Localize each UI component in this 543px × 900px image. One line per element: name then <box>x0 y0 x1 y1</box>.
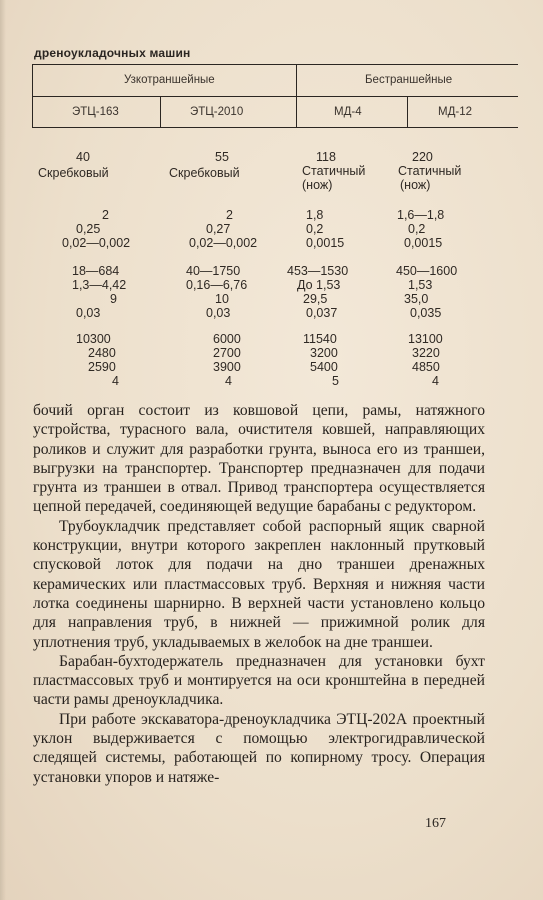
table-cell: 0,0015 <box>404 236 443 250</box>
book-gutter-shadow <box>0 0 6 900</box>
table-cell: 3220 <box>412 346 440 360</box>
body-text <box>33 401 485 787</box>
table-cell: 0,037 <box>306 306 338 320</box>
table-cell: 0,03 <box>206 306 231 320</box>
header-group-divider <box>296 65 297 127</box>
table-cell: 0,2 <box>408 222 426 236</box>
table-header <box>32 64 518 128</box>
paragraph: Трубоукладчик представляет собой распорный ящик сварной конструкции, внутри которого закреплен наклонный прутковый спусковой лоток для подачи на дно траншеи дренажных керамических или пластмассовых труб. Верхняя и нижняя части лотка соединены шарнирно. В верхней части установлено кольцо для направления труб, в нижней — прижимной ролик для уплотнения труб, укладываемых в желобок на дне траншеи. <box>33 517 485 651</box>
table-cell: 0,02—0,002 <box>189 236 258 250</box>
table-cell: Статичный <box>302 164 366 178</box>
table-cell: 1,53 <box>408 278 433 292</box>
table-cell: Статичный <box>398 164 462 178</box>
header-model-1: ЭТЦ-163 <box>72 106 119 118</box>
table-cell: 13100 <box>408 332 443 346</box>
header-model-2: ЭТЦ-2010 <box>190 106 244 118</box>
table-cell: 18—684 <box>72 264 120 278</box>
table-cell: 9 <box>110 292 117 306</box>
table-cell: 0,0015 <box>306 236 345 250</box>
table-cell: 453—1530 <box>287 264 349 278</box>
table-cell: 29,5 <box>303 292 328 306</box>
header-model-3: МД-4 <box>334 106 362 118</box>
table-cell: 2590 <box>88 360 116 374</box>
table-cell: 3200 <box>310 346 338 360</box>
table-cell: 0,16—6,76 <box>186 278 248 292</box>
table-cell: До 1,53 <box>297 278 341 292</box>
table-cell: 6000 <box>213 332 241 346</box>
page-number: 167 <box>425 816 446 831</box>
table-cell: 118 <box>316 150 336 164</box>
table-cell: Скребковый <box>38 166 109 180</box>
table-cell: 2 <box>102 208 109 222</box>
table-cell: Скребковый <box>169 166 240 180</box>
table-cell: 11540 <box>303 332 337 346</box>
header-group-narrow-trench: Узкотраншейные <box>124 74 215 86</box>
table-cell: 2 <box>226 208 233 222</box>
table-cell: 0,25 <box>76 222 101 236</box>
table-cell: 4850 <box>412 360 440 374</box>
table-cell: 1,6—1,8 <box>397 208 445 222</box>
paragraph: бочий орган состоит из ковшовой цепи, рамы, натяжного устройства, турасного вала, очистителя ковшей, направляющих роликов и служит для разработки грунта, выноса его из траншеи, выгрузки на транспортер. Транспортер предназначен для подачи грунта из траншеи в отвал. Привод транспортера осуществляется цепной передачей, соединяющей ведущие барабаны с редуктором. <box>33 402 485 516</box>
table-cell: 5 <box>332 374 339 388</box>
table-cell: 220 <box>412 150 433 164</box>
header-mid-rule <box>32 96 518 97</box>
header-divider-1 <box>160 96 161 127</box>
table-cell: (нож) <box>302 178 333 192</box>
table-cell: 1,8 <box>306 208 324 222</box>
table-cell: 0,02—0,002 <box>62 236 131 250</box>
table-cell: 4 <box>432 374 439 388</box>
table-cell: 0,27 <box>206 222 231 236</box>
table-cell: 10300 <box>76 332 111 346</box>
table-cell: 10 <box>215 292 229 306</box>
table-cell: 2480 <box>88 346 116 360</box>
table-cell: 5400 <box>310 360 338 374</box>
table-cell: 35,0 <box>404 292 429 306</box>
table-cell: 0,03 <box>76 306 101 320</box>
table-cell: 2700 <box>213 346 241 360</box>
table-cell: 1,3—4,42 <box>72 278 127 292</box>
table-cell: (нож) <box>400 178 431 192</box>
table-cell: 4 <box>112 374 119 388</box>
table-cell: 0,2 <box>306 222 324 236</box>
header-model-4: МД-12 <box>438 106 472 118</box>
table-caption: дреноукладочных машин <box>34 46 191 60</box>
header-divider-3 <box>407 96 408 127</box>
table-cell: 55 <box>215 150 229 164</box>
table-cell: 4 <box>225 374 232 388</box>
paragraph: Барабан-бухтодержатель предназначен для установки бухт пластмассовых труб и монтируется на оси кронштейна в передней части рамы дреноукладчика. <box>33 652 485 709</box>
header-left-rule <box>32 65 33 127</box>
header-group-trenchless: Бестраншейные <box>365 74 453 86</box>
table-cell: 3900 <box>213 360 241 374</box>
table-cell: 40 <box>76 150 90 164</box>
paragraph: При работе экскаватора-дреноукладчика ЭТЦ-202А проектный уклон выдерживается с помощью электрогидравлической следящей системы, работающей по копирному тросу. Операция установки упоров и натяже- <box>33 710 485 786</box>
table-cell: 450—1600 <box>396 264 458 278</box>
table-cell: 0,035 <box>410 306 442 320</box>
table-cell: 40—1750 <box>186 264 241 278</box>
